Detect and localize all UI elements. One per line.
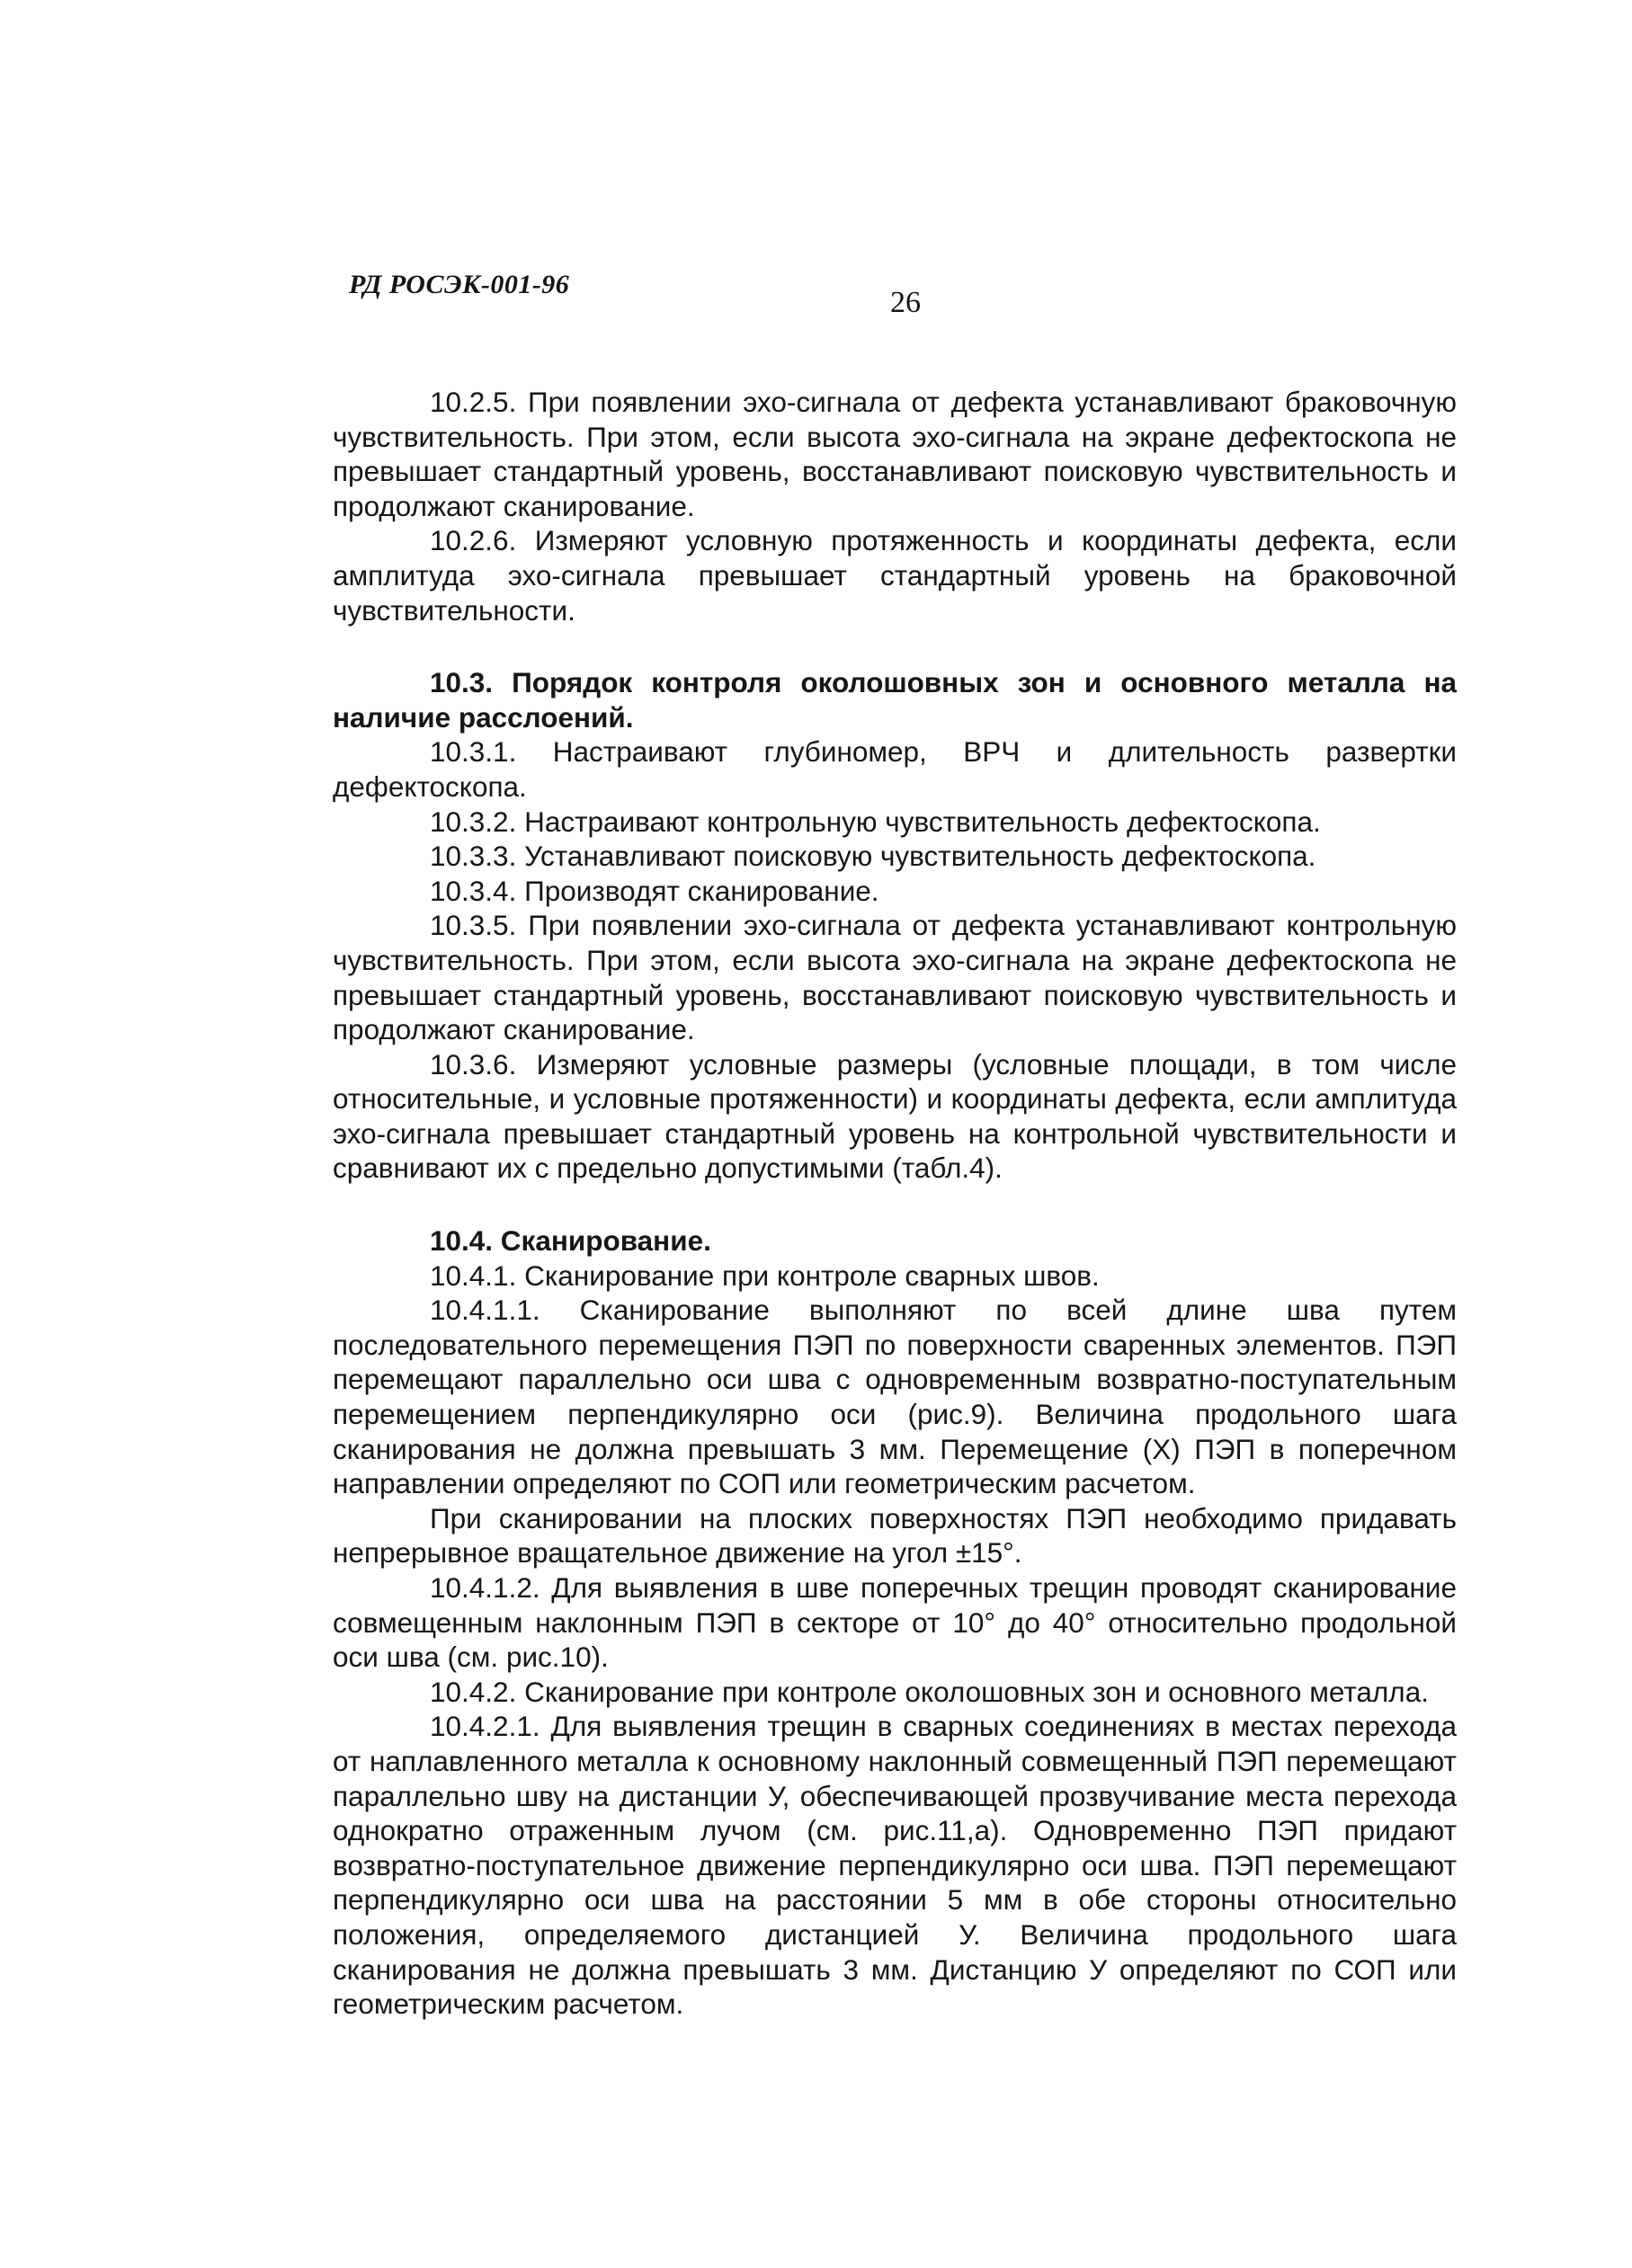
paragraph-10-4-1-2: 10.4.1.2. Для выявления в шве поперечных трещин проводят сканирование совмещенным наклонным ПЭП в секторе от 10° до 40° относительно продольной оси шва (см. рис.10). [333, 1571, 1457, 1674]
paragraph-10-3-1: 10.3.1. Настраивают глубиномер, ВРЧ и длительность развертки дефектоскопа. [333, 735, 1457, 803]
paragraph-10-2-5: 10.2.5. При появлении эхо-сигнала от дефекта устанавливают браковочную чувствительность. При этом, если высота эхо-сигнала на экране дефектоскопа не превышает стандартный уровень, восстанавливают поисковую чувствительность и продолжают сканирование. [333, 386, 1457, 522]
paragraph-10-2-6: 10.2.6. Измеряют условную протяженность и координаты дефекта, если амплитуда эхо-сигнала превышает стандартный уровень на браковочной чувствительности. [333, 524, 1457, 627]
paragraph-10-3-5: 10.3.5. При появлении эхо-сигнала от дефекта устанавливают контрольную чувствительность. При этом, если высота эхо-сигнала на экране дефектоскопа не превышает стандартный уровень, восстанавливают поисковую чувствительность и продолжают сканирование. [333, 909, 1457, 1046]
paragraph-10-4-1: 10.4.1. Сканирование при контроле сварных швов. [430, 1259, 1100, 1292]
paragraph-10-3-4: 10.3.4. Производят сканирование. [430, 874, 879, 907]
paragraph-10-4-2-1: 10.4.2.1. Для выявления трещин в сварных соединениях в местах перехода от наплавленного металла к основному наклонный совмещенный ПЭП перемещают параллельно шву на дистанции У, обеспечивающей прозвучивание места перехода однократно отраженным лучом (см. рис.11,а). Одновременно ПЭП придают возвратно-поступательное движение перпендикулярно оси шва. ПЭП перемещают перпендикулярно оси шва на расстоянии 5 мм в обе стороны относительно положения, определяемого дистанцией У. Величина продольного шага сканирования не должна превышать 3 мм. Дистанцию У определяют по СОП или геометрическим расчетом. [333, 1710, 1457, 2021]
paragraph-rotation-note: При сканировании на плоских поверхностях ПЭП необходимо придавать непрерывное вращательное движение на угол ±15°. [333, 1501, 1457, 1570]
paragraph-10-3-2: 10.3.2. Настраивают контрольную чувствительность дефектоскопа. [430, 805, 1321, 838]
paragraph-10-4-2: 10.4.2. Сканирование при контроле околошовных зон и основного металла. [430, 1675, 1429, 1708]
document-body [333, 385, 1457, 2022]
paragraph-10-3-3: 10.3.3. Устанавливают поисковую чувствительность дефектоскопа. [430, 840, 1316, 873]
section-heading-10-3: 10.3. Порядок контроля околошовных зон и основного металла на наличие расслоений. [333, 666, 1457, 734]
section-heading-10-4: 10.4. Сканирование. [430, 1224, 711, 1258]
page-number: 26 [890, 286, 921, 319]
document-code: РД РОСЭК-001-96 [349, 270, 570, 299]
paragraph-10-3-6: 10.3.6. Измеряют условные размеры (условные площади, в том числе относительные, и условные протяженности) и координаты дефекта, если амплитуда эхо-сигнала превышает стандартный уровень на контрольной чувствительности и сравнивают их с предельно допустимыми (табл.4). [333, 1047, 1457, 1185]
paragraph-10-4-1-1: 10.4.1.1. Сканирование выполняют по всей длине шва путем последовательного перемещения ПЭП по поверхности сваренных элементов. ПЭП перемещают параллельно оси шва с одновременным возвратно-поступательным перемещением перпендикулярно оси (рис.9). Величина продольного шага сканирования не должна превышать 3 мм. Перемещение (X) ПЭП в поперечном направлении определяют по СОП или геометрическим расчетом. [333, 1294, 1457, 1500]
